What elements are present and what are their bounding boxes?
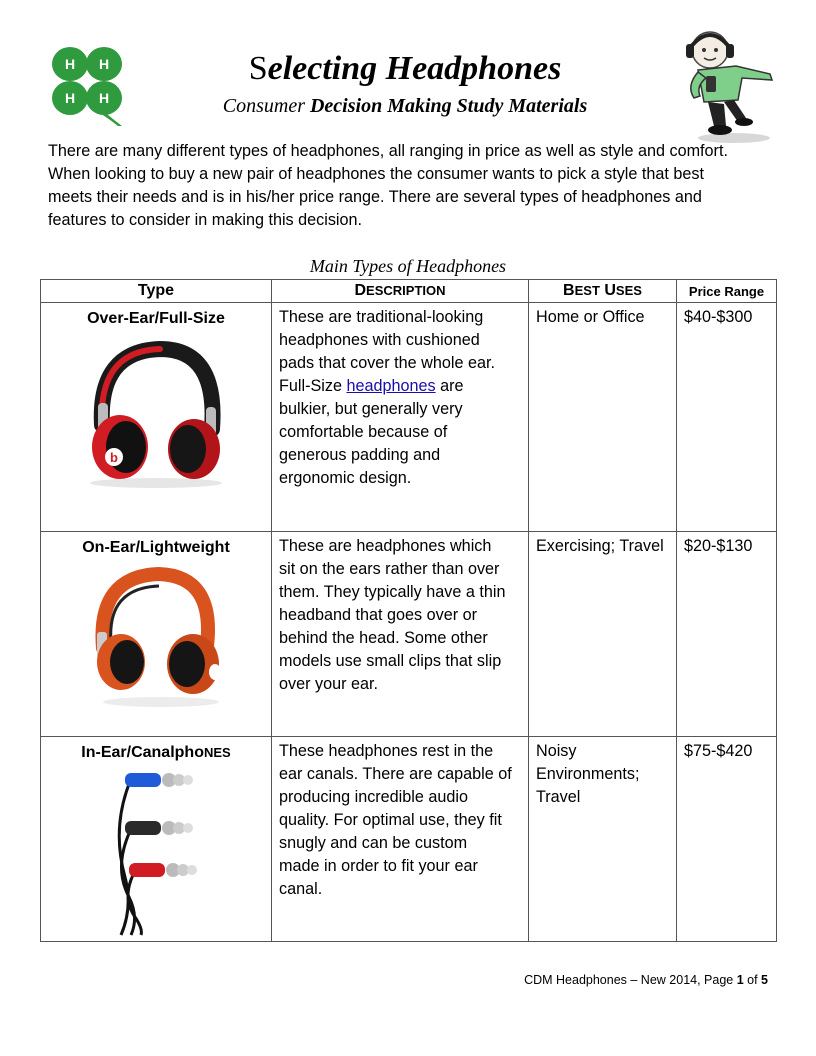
best-uses-line: Home or Office <box>536 308 645 326</box>
headphone-types-table <box>40 279 777 942</box>
svg-text:b: b <box>110 450 118 465</box>
description-line: models use small clips that slip <box>279 652 502 670</box>
description-cell <box>272 737 529 942</box>
description-line: them. They typically have a thin <box>279 583 506 601</box>
type-name: On-Ear/Lightweight <box>82 539 230 556</box>
page-subtitle: Consumer Decision Making Study Materials <box>222 95 588 117</box>
description-line: bulkier, but generally very <box>279 400 463 418</box>
header-best-uses: BEST USES <box>529 280 677 303</box>
description-line: headband that goes over or <box>279 606 477 624</box>
description-line: comfortable because of <box>279 423 448 441</box>
price-value: $75-$420 <box>684 742 753 760</box>
type-cell <box>41 303 272 532</box>
description-cell <box>272 303 529 532</box>
description-line: quality. For optimal use, they fit <box>279 811 502 829</box>
svg-text:H: H <box>64 56 76 72</box>
description-line: canal. <box>279 880 323 898</box>
description-line: headphones with cushioned <box>279 331 480 349</box>
price-cell <box>677 737 777 942</box>
type-cell <box>41 737 272 942</box>
in-ear-headphones-icon <box>91 767 221 937</box>
svg-text:H: H <box>98 90 110 106</box>
price-value: $20-$130 <box>684 537 753 555</box>
page-title: Selecting Headphones <box>248 50 562 87</box>
intro-line: meets their needs and is in his/her price range. There are several types of headphones and <box>48 188 702 206</box>
type-name: Over-Ear/Full-Size <box>87 310 225 327</box>
header-type: Type <box>41 280 272 303</box>
description-line: ear canals. There are capable of <box>279 765 512 783</box>
svg-text:H: H <box>98 56 110 72</box>
4h-clover-logo <box>44 40 130 126</box>
best-uses-line: Environments; <box>536 765 640 783</box>
svg-text:H: H <box>64 90 76 106</box>
description-line: These are traditional-looking <box>279 308 484 326</box>
description-line: These are headphones which <box>279 537 492 555</box>
table-row <box>41 303 777 532</box>
table-caption: Main Types of Headphones <box>309 256 507 276</box>
over-ear-headphones-icon <box>76 333 236 493</box>
price-cell <box>677 303 777 532</box>
on-ear-headphones-icon <box>81 562 231 712</box>
best-uses-line: Noisy <box>536 742 577 760</box>
best-uses-cell <box>529 303 677 532</box>
header-price-range: Price Range <box>677 280 777 303</box>
table-header-row <box>41 280 777 303</box>
description-line: snugly and can be custom <box>279 834 468 852</box>
best-uses-line: Travel <box>536 788 581 806</box>
intro-line: features to consider in making this decision. <box>48 211 363 229</box>
best-uses-cell <box>529 737 677 942</box>
type-cell <box>41 532 272 737</box>
description-line: These headphones rest in the <box>279 742 494 760</box>
mascot-listening-icon <box>676 26 780 144</box>
header-description: DESCRIPTION <box>272 280 529 303</box>
type-name: In-Ear/CanalphoNES <box>81 744 231 761</box>
headphones-link[interactable]: headphones <box>346 377 436 395</box>
table-row <box>41 737 777 942</box>
description-line: pads that cover the whole ear. <box>279 354 495 372</box>
description-line: behind the head. Some other <box>279 629 488 647</box>
description-cell <box>272 532 529 737</box>
description-line: sit on the ears rather than over <box>279 560 500 578</box>
description-line: producing incredible audio <box>279 788 468 806</box>
description-line: ergonomic design. <box>279 469 412 487</box>
description-line: Full-Size headphones are <box>279 377 464 395</box>
intro-paragraph <box>48 140 776 232</box>
best-uses-line: Exercising; Travel <box>536 537 664 555</box>
description-line: generous padding and <box>279 446 441 464</box>
intro-line: There are many different types of headphones, all ranging in price as well as style and comfort. <box>48 142 728 160</box>
description-line: over your ear. <box>279 675 378 693</box>
best-uses-cell <box>529 532 677 737</box>
price-value: $40-$300 <box>684 308 753 326</box>
description-line: made in order to fit your ear <box>279 857 478 875</box>
page-footer: CDM Headphones – New 2014, Page 1 of 5 <box>524 973 768 987</box>
table-row <box>41 532 777 737</box>
intro-line: When looking to buy a new pair of headphones the consumer wants to pick a style that best <box>48 165 704 183</box>
price-cell <box>677 532 777 737</box>
